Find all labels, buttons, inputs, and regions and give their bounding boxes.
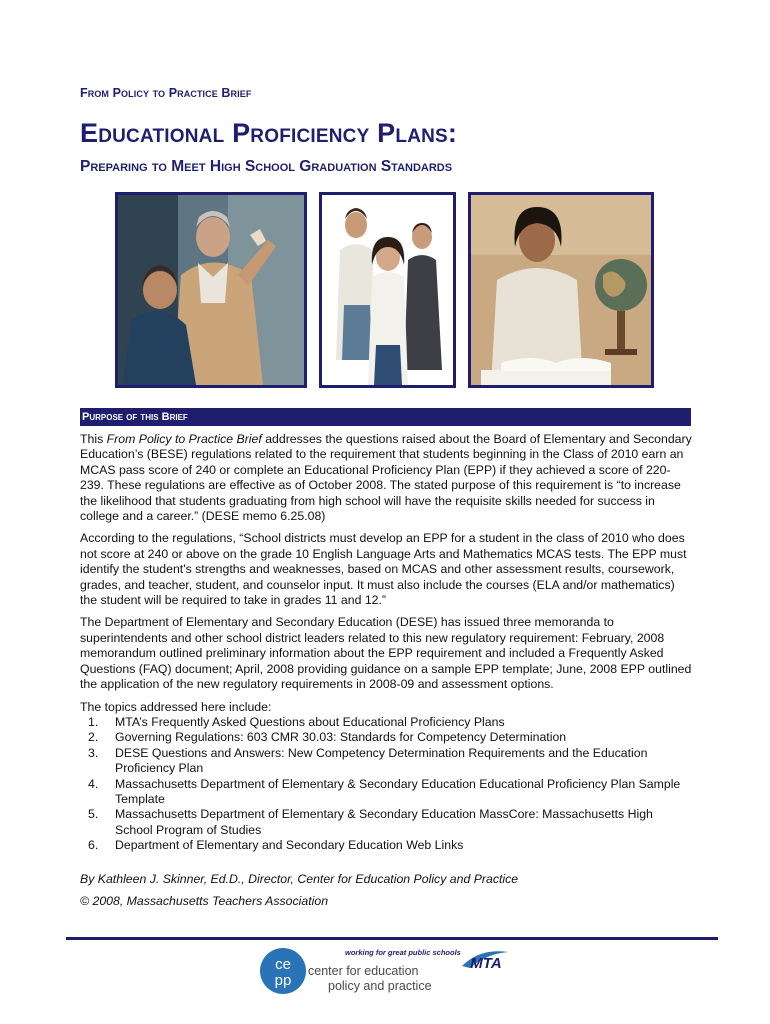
list-item: 1. MTA’s Frequently Asked Questions about Educational Proficiency Plans: [88, 714, 505, 729]
mta-logo-icon: [460, 946, 512, 972]
byline-author: By Kathleen J. Skinner, Ed.D., Director, Center for Education Policy and Practice: [80, 871, 519, 886]
footer-divider: [66, 937, 718, 940]
photo-teacher-globe: [468, 192, 654, 388]
mta-tagline: working for great public schools: [345, 948, 461, 957]
paragraph-regulations: According to the regulations, “School districts must develop an EPP for a student in the class of 2010 who does not score at 240 or above on the grade 10 English Language Arts and Mathematics MCAS tests. The EPP must identify the student's strengths and weaknesses, based on MCAS and other assessment results, coursework, grades, and teacher, student, and counselor input. It must also include the courses (ELA and/or mathematics) the student will be required to take in grades 11 and 12.”: [80, 531, 687, 608]
photo-three-students: [319, 192, 456, 388]
document-title: Educational Proficiency Plans:: [80, 118, 458, 148]
topics-list: [80, 715, 692, 854]
paragraph-intro: This From Policy to Practice Brief addresses the questions raised about the Board of Elementary and Secondary Education’s (BESE) regulations related to the requirement that students beginning in the Class of 2010 earn an MCAS pass score of 240 or complete an Educational Proficiency Plan (EPP) if they achieved a score of 220-239. These regulations are effective as of October 2008. The stated purpose of this requirement is “to increase the likelihood that students graduating from high school will have the requisite skills needed for success in college and a career.” (DESE memo 6.25.08): [80, 432, 692, 524]
svg-text:ce: ce: [275, 956, 291, 973]
list-item: 3. DESE Questions and Answers: New Competency Determination Requirements and the Education Proficiency Plan: [88, 745, 648, 776]
paragraph-memoranda: The Department of Elementary and Secondary Education (DESE) has issued three memoranda to superintendents and other school district leaders related to this new regulatory requirement: February, 2008 memorandum outlined preliminary information about the EPP requirement and included a Frequently Asked Questions (FAQ) document; April, 2008 providing guidance on a sample EPP template; June, 2008 EPP outlined the application of the new regulatory requirements in 2008-09 and assessment options.: [80, 615, 692, 692]
brief-title-reference: From Policy to Practice Brief: [106, 432, 262, 446]
svg-text:pp: pp: [274, 972, 292, 989]
brief-kicker: From Policy to Practice Brief: [80, 86, 252, 100]
body-text: [80, 432, 692, 916]
cepp-logo-icon: [259, 947, 307, 995]
list-item: 5. Massachusetts Department of Elementary & Secondary Education MassCore: Massachusetts High School Program of Studies: [88, 807, 653, 837]
photo-teacher-chalkboard: [115, 192, 307, 388]
list-item: 6. Department of Elementary and Secondary Education Web Links: [88, 838, 464, 853]
svg-text:MTA: MTA: [470, 955, 502, 972]
cepp-wordmark: center for education policy and practice: [308, 964, 432, 993]
section-heading-purpose: Purpose of this Brief: [80, 408, 691, 426]
document-subtitle: Preparing to Meet High School Graduation Standards: [80, 158, 453, 175]
topics-intro: The topics addressed here include:: [80, 699, 272, 714]
footer-logos: [0, 944, 770, 1024]
byline-copyright: © 2008, Massachusetts Teachers Association: [80, 893, 329, 908]
list-item: 4. Massachusetts Department of Elementary & Secondary Education Educational Proficiency Plan Sample Template: [88, 776, 681, 806]
list-item: 2. Governing Regulations: 603 CMR 30.03: Standards for Competency Determination: [88, 730, 567, 745]
